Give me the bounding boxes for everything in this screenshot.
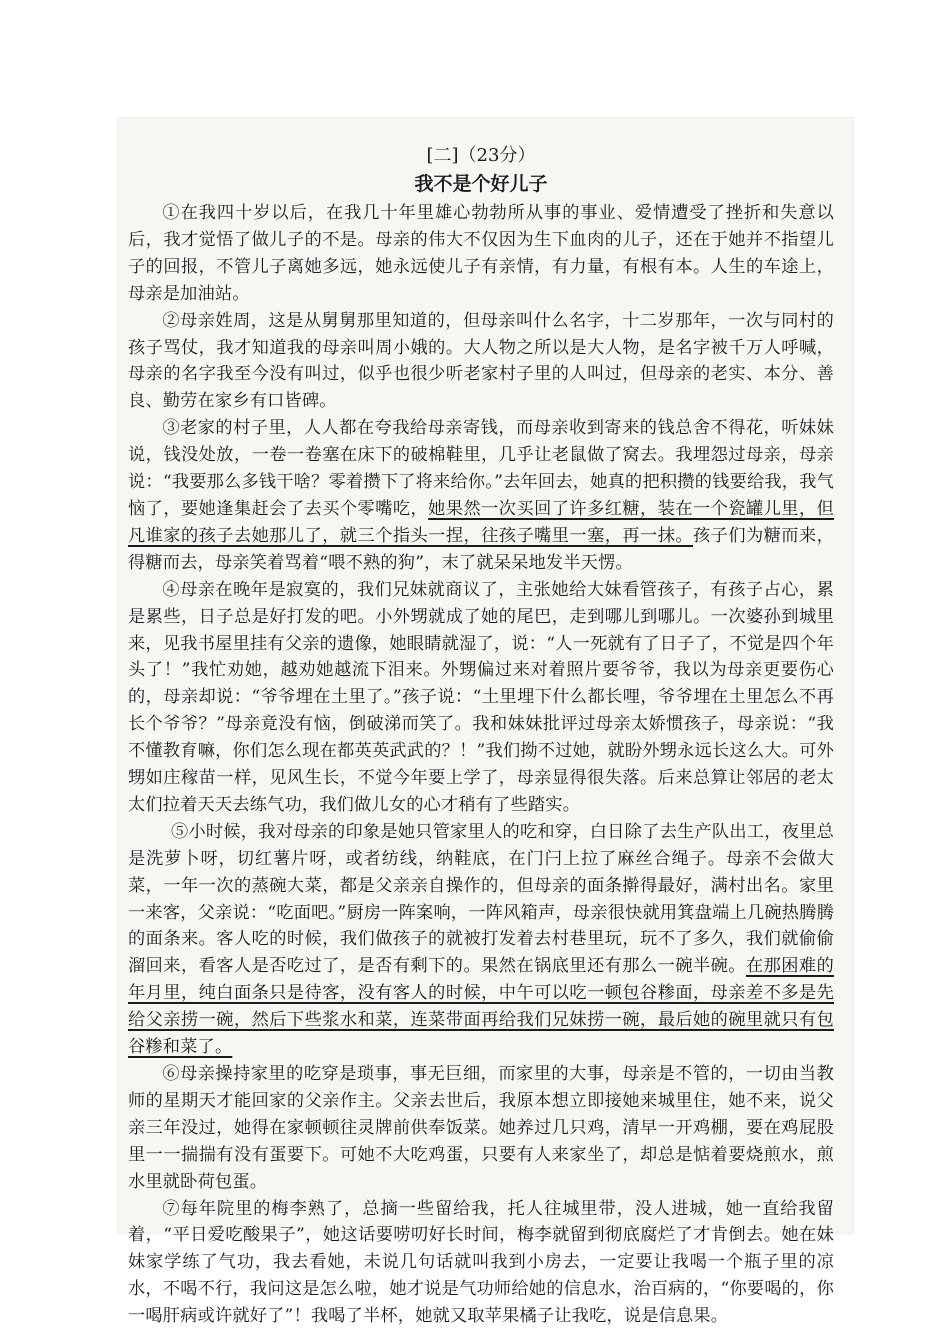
paragraph-7: ⑦每年院里的梅李熟了，总摘一些留给我，托人往城里带，没人进城，她一直给我留着，“平日爱吃酸果子”，她这话要唠叨好长时间，梅李就留到彻底腐烂了才肯倒去。她在妹妹家学练了气功，我去看她，未说几句话就叫我到小房去，一定要让我喝一个瓶子里的凉水，不喝不行，我问这是怎么啦，她才说是气功师给她的信息水，治百病的，“你要喝的，你一喝肝病或许就好了”！我喝了半杯，她就又取苹果橘子让我吃，说是信息果。	[128, 1198, 834, 1327]
paragraph-1: ①在我四十岁以后，在我几十年里雄心勃勃所从事的事业、爱情遭受了挫折和失意以后，我才觉悟了做儿子的不是。母亲的伟大不仅因为生下血肉的儿子，还在于她并不指望儿子的回报，不管儿子离她多远，她永远使儿子有亲情，有力量，有根有本。人生的车途上，母亲是加油站。	[128, 203, 834, 304]
article-title: 我不是个好儿子	[414, 173, 548, 195]
paragraph-2: ②母亲姓周，这是从舅舅那里知道的，但母亲叫什么名字，十二岁那年，一次与同村的孩子骂仗，我才知道我的母亲叫周小娥的。大人物之所以是大人物，是名字被千万人呼喊，母亲的名字我至今没有叫过，似乎也很少听老家村子里的人叫过，但母亲的老实、本分、善良、勤劳在家乡有口皆碑。	[128, 310, 834, 412]
paragraph-3	[128, 415, 834, 576]
paragraph-3-text: ③老家的村子里，人人都在夸我给母亲寄钱，而母亲收到寄来的钱总舍不得花，听妹妹说，钱没处放，一卷一卷塞在床下的破棉鞋里，几乎让老鼠做了窝去。我埋怨过母亲，母亲说：“我要那么多钱干啥？零着攒下了将来给你。”去年回去，她真的把积攒的钱要给我，我气恼了，要她逢集赶会了去买个零嘴吃，	[128, 418, 834, 519]
paragraph-3-tail: 孩子们为糖而来，得糖而去，母亲笑着骂着“喂不熟的狗”，末了就呆呆地发半天愣。	[128, 525, 834, 573]
paragraph-5	[128, 819, 834, 1061]
paragraph-6: ⑥母亲操持家里的吃穿是琐事，事无巨细，而家里的大事，母亲是不管的，一切由当教师的星期天才能回家的父亲作主。父亲去世后，我原本想立即接她来城里住，她不来，说父亲三年没过，她得在家顿顿往灵牌前供奉饭菜。她养过几只鸡，清早一开鸡棚，要在鸡屁股里一一揣揣有没有蛋要下。可她不大吃鸡蛋，只要有人来家坐了，却总是惦着要烧煎水，煎水里就卧荷包蛋。	[128, 1064, 834, 1192]
section-title: [二]（23分）	[426, 145, 536, 166]
exam-reading-passage	[128, 142, 834, 1330]
paragraph-5-text: ⑤小时候，我对母亲的印象是她只管家里人的吃和穿，白日除了去生产队出工，夜里总是洗萝卜呀，切红薯片呀，或者纺线，纳鞋底，在门闩上拉了麻丝合绳子。母亲不会做大菜，一年一次的蒸碗大菜，都是父亲亲自操作的，但母亲的面条擀得最好，满村出名。家里一来客，父亲说：“吃面吧。”厨房一阵案响，一阵风箱声，母亲很快就用箕盘端上几碗热腾腾的面条来。客人吃的时候，我们做孩子的就被打发着去村巷里玩，玩不了多久，我们就偷偷溜回来，看客人是否吃过了，是否有剩下的。果然在锅底里还有那么一碗半碗。	[128, 821, 834, 977]
paragraph-4: ④母亲在晚年是寂寞的，我们兄妹就商议了，主张她给大妹看管孩子，有孩子占心，累是累些，日子总是好打发的吧。小外甥就成了她的尾巴，走到哪儿到哪儿。一次婆孙到城里来，见我书屋里挂有父亲的遗像，她眼睛就湿了，说：“人一死就有了日子了，不觉是四个年头了！”我忙劝她，越劝她越流下泪来。外甥偏过来对着照片要爷爷，我以为母亲更要伤心的，母亲却说：“爷爷埋在土里了。”孩子说：“土里埋下什么都长哩，爷爷埋在土里怎么不再长个爷爷？”母亲竟没有恼，倒破涕而笑了。我和妹妹批评过母亲太娇惯孩子，母亲说：“我不懂教育嘛，你们怎么现在都英英武武的？！”我们拗不过她，就盼外甥永远长这么大。可外甥如庄稼苗一样，见风生长，不觉今年要上学了，母亲显得很失落。后来总算让邻居的老太太们拉着天天去练气功，我们做儿女的心才稍有了些踏实。	[128, 579, 834, 815]
paragraph-3-underlined-sentence: 她果然一次买回了许多红糖，装在一个瓷罐儿里，但凡谁家的孩子去她那儿了，就三个指头一捏，往孩子嘴里一塞，再一抹。	[128, 498, 835, 546]
paragraph-5-underlined-sentence: 在那困难的年月里，纯白面条只是待客，没有客人的时候，中午可以吃一顿包谷糁面，母亲差不多是先给父亲捞一碗，然后下些浆水和菜，连菜带面再给我们兄妹捞一碗，最后她的碗里就只有包谷糁和菜了。	[128, 956, 834, 1058]
